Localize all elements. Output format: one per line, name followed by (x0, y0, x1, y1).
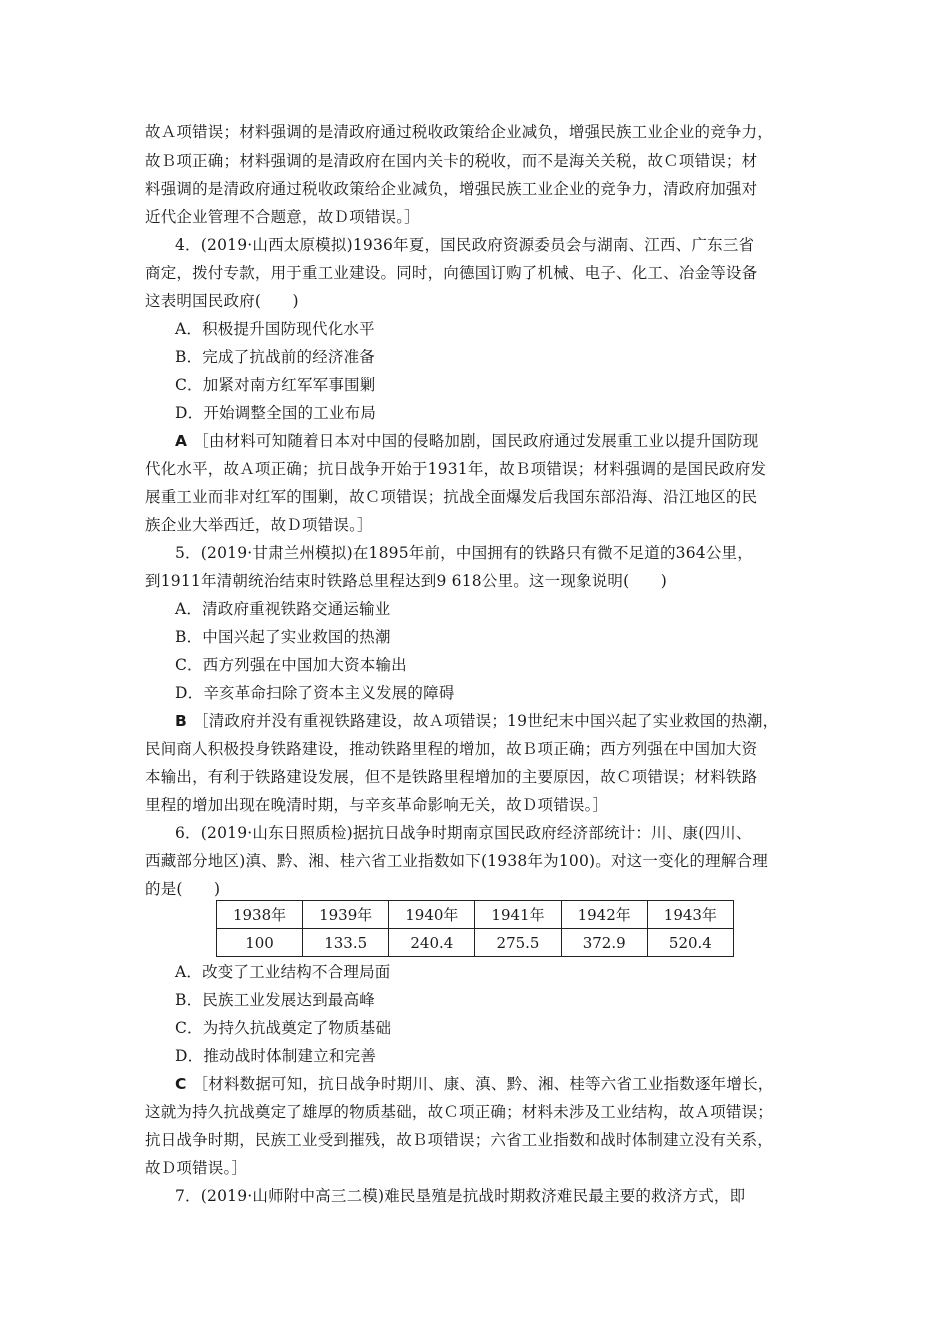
table-cell: 240.4 (389, 929, 475, 957)
question-5-option-c: C．西方列强在中国加大资本输出 (175, 656, 407, 674)
table-row (217, 929, 734, 957)
question-6-option-c: C．为持久抗战奠定了物质基础 (175, 1019, 392, 1037)
question-4-option-c: C．加紧对南方红军军事围剿 (175, 376, 376, 394)
question-6-option-a: A．改变了工业结构不合理局面 (175, 963, 391, 981)
industry-index-table (216, 900, 734, 957)
question-6-option-b: B．民族工业发展达到最高峰 (175, 991, 375, 1009)
table-cell: 133.5 (303, 929, 389, 957)
text-line: 故Ｂ项正确；材料强调的是清政府在国内关卡的税收，而不是海关关税，故Ｃ项错误；材 (145, 152, 758, 170)
explanation-line: 故Ｄ项错误。］ (145, 1159, 248, 1177)
explanation-text: ［材料数据可知，抗日战争时期川、康、滇、黔、湘、桂等六省工业指数逐年增长， (192, 1075, 774, 1093)
explanation-line: 展重工业而非对红军的围剿，故Ｃ项错误；抗战全面爆发后我国东部沿海、沿江地区的民 (145, 488, 758, 506)
table-cell: 1938年 (217, 901, 303, 929)
question-6-option-d: D．推动战时体制建立和完善 (175, 1047, 377, 1065)
explanation-line: 里程的增加出现在晚清时期，与辛亥革命影响无关，故Ｄ项错误。］ (145, 796, 609, 814)
question-5-option-a: A．清政府重视铁路交通运输业 (175, 600, 391, 618)
explanation-line: 代化水平，故Ａ项正确；抗日战争开始于1931年，故Ｂ项错误；材料强调的是国民政府发 (145, 460, 767, 478)
question-5-stem: 到1911年清朝统治结束时铁路总里程达到9 618公里。这一现象说明( ) (145, 572, 668, 590)
question-4-explanation (175, 427, 815, 455)
question-5-option-b: B．中国兴起了实业救国的热潮 (175, 628, 391, 646)
explanation-line: 族企业大举西迁，故Ｄ项错误。］ (145, 516, 373, 534)
table-cell: 520.4 (647, 929, 733, 957)
table-header-row (217, 901, 734, 929)
table-cell: 1939年 (303, 901, 389, 929)
text-line: 故Ａ项错误；材料强调的是清政府通过税收政策给企业减负，增强民族工业企业的竞争力， (145, 123, 774, 141)
explanation-line: 抗日战争时期，民族工业受到摧残，故Ｂ项错误；六省工业指数和战时体制建立没有关系， (145, 1131, 774, 1149)
question-6-answer: C (175, 1075, 187, 1093)
question-6-stem: 西藏部分地区)滇、黔、湘、桂六省工业指数如下(1938年为100)。对这一变化的理解合理 (145, 852, 768, 870)
question-5-explanation (175, 707, 815, 735)
explanation-text: ［清政府并没有重视铁路建设，故Ａ项错误；19世纪末中国兴起了实业救国的热潮， (193, 712, 779, 730)
table-cell: 372.9 (561, 929, 647, 957)
question-5-option-d: D．辛亥革命扫除了资本主义发展的障碍 (175, 684, 455, 702)
question-6-stem: 6．(2019·山东日照质检)据抗日战争时期南京国民政府经济部统计：川、康(四川、 (175, 824, 752, 842)
text-line: 近代企业管理不合题意，故Ｄ项错误。］ (145, 208, 420, 226)
question-4-stem: 这表明国民政府( ) (145, 292, 299, 310)
question-4-option-a: A．积极提升国防现代化水平 (175, 320, 375, 338)
question-4-option-b: B．完成了抗战前的经济准备 (175, 348, 375, 366)
explanation-line: 这就为持久抗战奠定了雄厚的物质基础，故Ｃ项正确；材料未涉及工业结构，故Ａ项错误； (145, 1103, 774, 1121)
table-cell: 100 (217, 929, 303, 957)
question-4-answer: A (175, 432, 188, 450)
question-7-stem: 7．(2019·山师附中高三二模)难民垦殖是抗战时期救济难民最主要的救济方式，即 (175, 1187, 746, 1205)
question-4-stem: 4．(2019·山西太原模拟)1936年夏，国民政府资源委员会与湖南、江西、广东三省 (175, 236, 755, 254)
explanation-line: 民间商人积极投身铁路建设，推动铁路里程的增加，故Ｂ项正确；西方列强在中国加大资 (145, 740, 758, 758)
question-5-stem: 5．(2019·甘肃兰州模拟)在1895年前，中国拥有的铁路只有微不足道的364公里， (175, 544, 753, 562)
question-4-option-d: D．开始调整全国的工业布局 (175, 404, 377, 422)
explanation-line: 本输出，有利于铁路建设发展，但不是铁路里程增加的主要原因，故Ｃ项错误；材料铁路 (145, 768, 758, 786)
table-cell: 1942年 (561, 901, 647, 929)
table-cell: 275.5 (475, 929, 561, 957)
question-5-answer: B (175, 712, 188, 730)
table-cell: 1943年 (647, 901, 733, 929)
question-6-explanation (175, 1070, 815, 1098)
table-cell: 1941年 (475, 901, 561, 929)
text-line: 料强调的是清政府通过税收政策给企业减负，增强民族工业企业的竞争力，清政府加强对 (145, 180, 758, 198)
question-4-stem: 商定，拨付专款，用于重工业建设。同时，向德国订购了机械、电子、化工、冶金等设备 (145, 264, 758, 282)
question-6-stem: 的是( ) (145, 880, 221, 898)
table-cell: 1940年 (389, 901, 475, 929)
explanation-text: ［由材料可知随着日本对中国的侵略加剧，国民政府通过发展重工业以提升国防现 (193, 432, 759, 450)
